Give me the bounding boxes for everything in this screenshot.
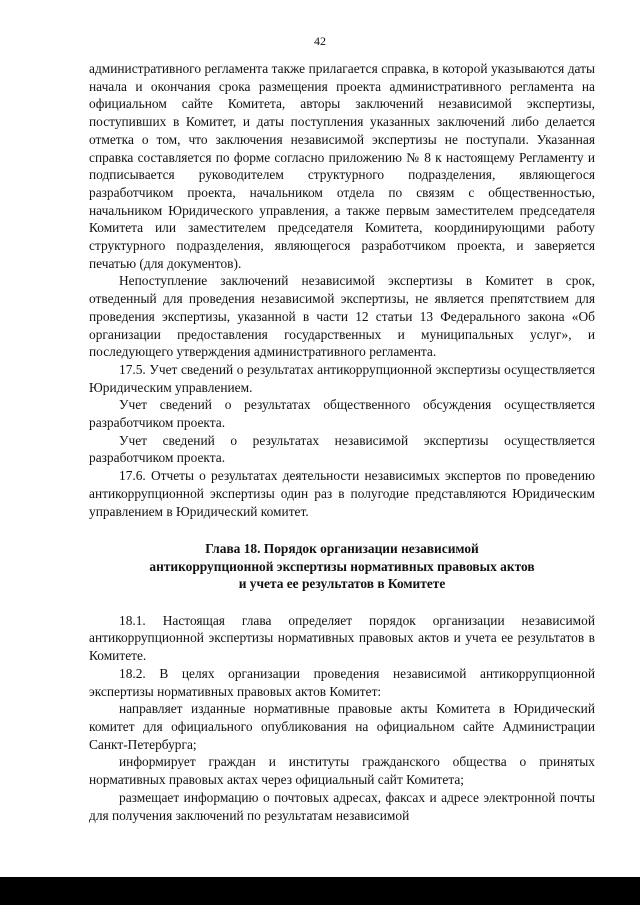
page-number: 42 [314, 34, 326, 48]
document-body [89, 60, 595, 824]
scan-edge-bar [0, 877, 640, 905]
paragraph: 18.1. Настоящая глава определяет порядок организации независимой антикоррупционной экспертизы нормативных правовых актов и учета ее результатов в Комитете. [89, 612, 595, 664]
paragraph: 17.5. Учет сведений о результатах антикоррупционной экспертизы осуществляется Юридическим управлением. [89, 361, 595, 395]
heading-line: антикоррупционной экспертизы нормативных правовых актов [149, 558, 535, 574]
paragraph: 17.6. Отчеты о результатах деятельности независимых экспертов по проведению антикоррупционной экспертизы один раз в полугодие представляются Юридическим управлением в Юридический комитет. [89, 468, 595, 519]
paragraph: информирует граждан и институты гражданского общества о принятых нормативных правовых актах через официальный сайт Комитета; [89, 754, 595, 788]
paragraph: 18.2. В целях организации проведения независимой антикоррупционной экспертизы нормативных правовых актов Комитет: [89, 665, 595, 699]
paragraph: Учет сведений о результатах общественного обсуждения осуществляется разработчиком проекта. [89, 397, 595, 431]
paragraph: административного регламента также прилагается справка, в которой указываются даты начала и окончания срока размещения проекта административного регламента на официальном сайте Комитета, авторы заключений независимой экспертизы, поступивших в Комитет, и даты поступления указанных заключений либо делается отметка о том, что заключения независимой экспертизы не поступали. Указанная справка составляется по форме согласно приложению № 8 к настоящему Регламенту и подписывается руководителем структурного подразделения, являющегося разработчиком проекта, начальником отдела по связям с общественностью, начальником Юридического управления, а также первым заместителем председателя Комитета или заместителем председателя Комитета, координирующими работу структурного подразделения, являющегося разработчиком проекта, и заверяется печатью (для документов). [89, 61, 595, 271]
paragraph: Учет сведений о результатах независимой экспертизы осуществляется разработчиком проекта. [89, 432, 595, 466]
paragraph: размещает информацию о почтовых адресах, факсах и адресе электронной почты для получения заключений по результатам независимой [89, 789, 595, 823]
paragraph: Непоступление заключений независимой экспертизы в Комитет в срок, отведенный для проведения независимой экспертизы, не является препятствием для проведения экспертизы, указанной в части 12 статьи 13 Федерального закона «Об организации предоставления государственных и муниципальных услуг», и последующего утверждения административного регламента. [89, 273, 595, 360]
chapter-heading [89, 540, 595, 593]
heading-line: и учета ее результатов в Комитете [238, 576, 446, 592]
heading-line: Глава 18. Порядок организации независимой [205, 541, 479, 557]
paragraph: направляет изданные нормативные правовые акты Комитета в Юридический комитет для официального опубликования на официальном сайте Администрации Санкт-Петербурга; [89, 701, 595, 752]
